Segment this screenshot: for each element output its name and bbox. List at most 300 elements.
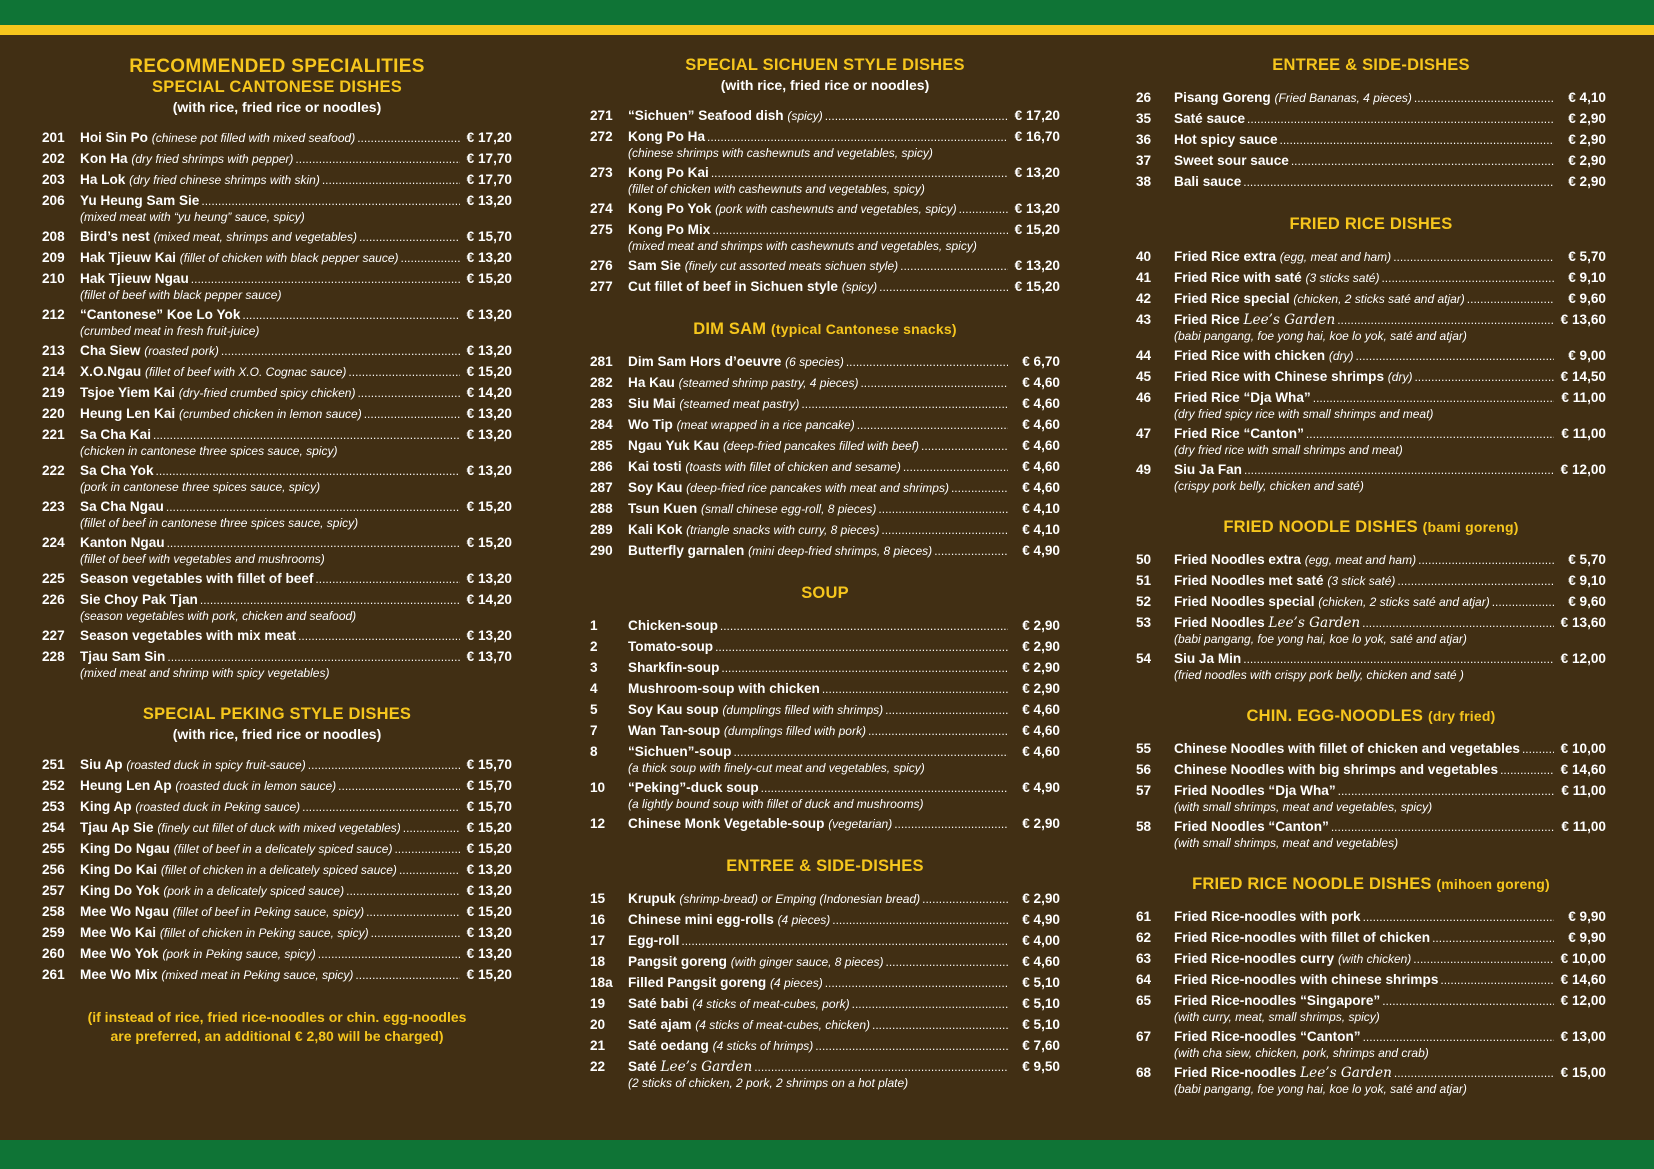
menu-item-row — [1136, 614, 1606, 632]
item-note: (chicken, 2 sticks saté and atjar) — [1293, 292, 1465, 306]
menu-item — [1136, 650, 1606, 683]
item-description: (fillet of chicken with cashewnuts and vegetables, spicy) — [628, 182, 925, 196]
item-number: 18 — [590, 954, 606, 969]
item-name: Butterfly garnalen — [628, 543, 745, 558]
menu-item — [590, 974, 1060, 992]
item-price: € 4,60 — [1022, 744, 1060, 759]
menu-item-row — [1136, 740, 1606, 758]
dot-leader — [903, 458, 1008, 476]
menu-item-row — [590, 890, 1060, 908]
item-number: 58 — [1136, 819, 1152, 834]
item-number: 226 — [42, 592, 65, 607]
dot-leader — [879, 278, 1008, 296]
item-price: € 15,70 — [466, 799, 512, 814]
dot-leader — [852, 995, 1008, 1013]
item-note: (dry fried chinese shrimps with skin) — [129, 173, 320, 187]
item-number: 283 — [590, 396, 613, 411]
menu-item — [1136, 782, 1606, 815]
item-note: (chinese pot filled with mixed seafood) — [151, 131, 356, 145]
item-number: 251 — [42, 757, 65, 772]
item-price: € 9,10 — [1568, 270, 1606, 285]
menu-item — [1136, 89, 1606, 107]
item-price: € 13,20 — [1014, 165, 1060, 180]
menu-item — [1136, 593, 1606, 611]
item-price: € 15,20 — [466, 841, 512, 856]
item-price: € 12,00 — [1560, 993, 1606, 1008]
item-number: 44 — [1136, 348, 1152, 363]
item-note: (3 sticks saté) — [1305, 271, 1380, 285]
dot-leader — [1393, 248, 1554, 266]
section-title — [590, 857, 1060, 876]
item-name: Mee Wo Ngau — [80, 904, 169, 919]
item-note: (finely cut assorted meats sichuen style) — [684, 259, 899, 273]
menu-item-row — [42, 861, 512, 879]
menu-item — [590, 1016, 1060, 1034]
menu-item-row — [42, 882, 512, 900]
menu-item-row — [1136, 950, 1606, 968]
item-description: (pork in cantonese three spices sauce, spicy) — [80, 480, 321, 494]
menu-item-row — [42, 570, 512, 588]
item-number: 219 — [42, 385, 65, 400]
item-number: 46 — [1136, 390, 1152, 405]
menu-item-row — [42, 903, 512, 921]
item-name: Krupuk — [628, 891, 676, 906]
section-title — [42, 705, 512, 724]
item-note: (toasts with fillet of chicken and sesame) — [685, 460, 901, 474]
item-name: Fried Rice-noodles “Singapore” — [1174, 993, 1381, 1008]
item-price: € 9,90 — [1568, 909, 1606, 924]
item-number: 65 — [1136, 993, 1152, 1008]
item-name: Soy Kau — [628, 480, 683, 495]
item-name: Heung Len Ap — [80, 778, 172, 793]
item-name: Tsun Kuen — [628, 501, 698, 516]
menu-item-row — [42, 756, 512, 774]
menu-item — [42, 648, 512, 681]
item-name: King Ap — [80, 799, 132, 814]
item-number: 275 — [590, 222, 613, 237]
item-note: (dumplings filled with shrimps) — [722, 703, 884, 717]
item-price: € 4,90 — [1022, 780, 1060, 795]
item-number: 288 — [590, 501, 613, 516]
menu-item-row — [1136, 593, 1606, 611]
menu-item — [42, 570, 512, 588]
item-price: € 13,20 — [466, 925, 512, 940]
item-note: (deep-fried rice pancakes with meat and shrimps) — [686, 481, 949, 495]
menu-item-row — [590, 1016, 1060, 1034]
dot-leader — [885, 953, 1008, 971]
item-description: (fried noodles with crispy pork belly, chicken and saté ) — [1174, 668, 1464, 682]
item-number: 35 — [1136, 111, 1152, 126]
dot-leader — [1382, 992, 1554, 1010]
menu-item-row — [590, 701, 1060, 719]
menu-item — [590, 416, 1060, 434]
item-name: Fried Rice “Dja Wha” — [1174, 390, 1311, 405]
menu-item-list — [1136, 740, 1606, 851]
menu-item — [590, 437, 1060, 455]
dot-leader — [951, 479, 1008, 497]
item-note: (dry) — [1328, 349, 1354, 363]
item-name: Saté sauce — [1174, 111, 1246, 126]
menu-item — [1136, 1028, 1606, 1061]
item-description: (season vegetables with pork, chicken and seafood) — [80, 609, 357, 623]
item-price: € 13,20 — [466, 406, 512, 421]
menu-section — [590, 320, 1060, 560]
item-price: € 4,60 — [1022, 954, 1060, 969]
item-price: € 9,60 — [1568, 291, 1606, 306]
menu-item — [42, 966, 512, 984]
item-number: 37 — [1136, 153, 1152, 168]
item-price: € 4,60 — [1022, 417, 1060, 432]
menu-item-row — [42, 150, 512, 168]
menu-section — [1136, 215, 1606, 494]
dot-leader — [308, 756, 460, 774]
item-price: € 15,20 — [466, 499, 512, 514]
menu-item — [42, 129, 512, 147]
menu-item — [590, 200, 1060, 218]
menu-item — [42, 342, 512, 360]
item-number: 53 — [1136, 615, 1152, 630]
item-note: (shrimp-bread) or Emping (Indonesian bread) — [679, 892, 921, 906]
item-note: (4 sticks of hrimps) — [712, 1039, 814, 1053]
menu-item — [42, 498, 512, 531]
item-number: 17 — [590, 933, 606, 948]
menu-item-list — [1136, 89, 1606, 191]
dot-leader — [881, 521, 1008, 539]
item-price: € 13,20 — [466, 883, 512, 898]
item-number: 64 — [1136, 972, 1152, 987]
item-price: € 13,20 — [466, 193, 512, 208]
dot-leader — [191, 270, 460, 288]
menu-item-row — [590, 278, 1060, 296]
menu-item — [42, 798, 512, 816]
section-title — [590, 56, 1060, 75]
menu-item-list — [1136, 248, 1606, 494]
dot-leader — [371, 924, 460, 942]
dot-leader — [707, 128, 1008, 146]
dot-leader — [922, 890, 1008, 908]
menu-section — [42, 705, 512, 984]
menu-item — [1136, 761, 1606, 779]
bottom-green-band — [0, 1140, 1654, 1169]
item-price: € 4,90 — [1022, 543, 1060, 558]
menu-item-row — [590, 257, 1060, 275]
section-title-text: SPECIAL PEKING STYLE DISHES — [142, 705, 412, 723]
item-number: 256 — [42, 862, 65, 877]
item-number: 221 — [42, 427, 65, 442]
item-name: Tjau Ap Sie — [80, 820, 154, 835]
item-name: Mee Wo Yok — [80, 946, 159, 961]
item-name: Pangsit goreng — [628, 954, 727, 969]
item-price: € 10,00 — [1560, 741, 1606, 756]
menu-item-row — [1136, 131, 1606, 149]
menu-item-row — [42, 249, 512, 267]
item-price: € 11,00 — [1561, 783, 1606, 798]
item-price: € 14,50 — [1560, 369, 1606, 384]
menu-item — [1136, 1064, 1606, 1097]
menu-item-row — [590, 458, 1060, 476]
menu-item-row — [1136, 311, 1606, 329]
section-subtitle: (with rice, fried rice or noodles) — [172, 726, 382, 742]
item-name: Fried Rice extra — [1174, 249, 1276, 264]
item-name: Bali sauce — [1174, 174, 1242, 189]
item-note: (4 sticks of meat-cubes, pork) — [692, 997, 850, 1011]
menu-section — [590, 584, 1060, 833]
item-price: € 13,20 — [466, 862, 512, 877]
dot-leader — [761, 779, 1008, 797]
item-name: Chinese Noodles with big shrimps and vegetables — [1174, 762, 1499, 777]
item-name: Mee Wo Mix — [80, 967, 158, 982]
item-price: € 2,90 — [1568, 111, 1606, 126]
menu-item — [42, 819, 512, 837]
dot-leader — [868, 722, 1008, 740]
item-name: Fried Rice with chicken — [1174, 348, 1326, 363]
item-price: € 13,20 — [466, 427, 512, 442]
section-title-text: ENTREE & SIDE-DISHES — [1272, 56, 1470, 74]
item-number: 252 — [42, 778, 65, 793]
item-number: 42 — [1136, 291, 1152, 306]
item-name: Filled Pangsit goreng — [628, 975, 767, 990]
item-note: (dry fried shrimps with pepper) — [131, 152, 294, 166]
item-description: (with curry, meat, small shrimps, spicy) — [1174, 1010, 1380, 1024]
item-note: (egg, meat and ham) — [1304, 553, 1417, 567]
footnote-line-1: (if instead of rice, fried rice-noodles or chin. egg-noodles — [87, 1009, 467, 1025]
item-name: Ha Kau — [628, 375, 675, 390]
item-note: (with chicken) — [1337, 952, 1412, 966]
menu-item-row — [42, 192, 512, 210]
item-price: € 4,60 — [1022, 702, 1060, 717]
item-name: Tjau Sam Sin — [80, 649, 166, 664]
dot-leader — [733, 743, 1008, 761]
item-price: € 15,20 — [466, 904, 512, 919]
menu-section — [590, 56, 1060, 296]
section-title — [1136, 875, 1606, 894]
dot-leader — [1331, 818, 1554, 836]
menu-item — [1136, 992, 1606, 1025]
dot-leader — [302, 798, 460, 816]
item-price: € 5,10 — [1022, 996, 1060, 1011]
menu-item-row — [590, 995, 1060, 1013]
menu-column-1 — [42, 44, 512, 1046]
dot-leader — [1414, 89, 1554, 107]
menu-item-row — [590, 128, 1060, 146]
item-number: 210 — [42, 271, 65, 286]
dot-leader — [366, 903, 460, 921]
item-name: Chicken-soup — [628, 618, 718, 633]
item-name: “Sichuen”-soup — [628, 744, 732, 759]
dot-leader — [822, 680, 1008, 698]
menu-item — [1136, 425, 1606, 458]
item-price: € 4,60 — [1022, 375, 1060, 390]
item-price: € 6,70 — [1022, 354, 1060, 369]
menu-item-row — [1136, 992, 1606, 1010]
item-price: € 9,10 — [1568, 573, 1606, 588]
item-note: (fillet of beef with X.O. Cognac sauce) — [144, 365, 347, 379]
item-description: (chinese shrimps with cashewnuts and vegetables, spicy) — [628, 146, 933, 160]
menu-item — [42, 777, 512, 795]
menu-item-row — [42, 648, 512, 666]
menu-item-row — [590, 479, 1060, 497]
menu-item-row — [590, 200, 1060, 218]
item-name: X.O.Ngau — [80, 364, 142, 379]
menu-item-row — [42, 591, 512, 609]
item-price: € 15,20 — [466, 364, 512, 379]
item-number: 26 — [1136, 90, 1152, 105]
item-number: 8 — [590, 744, 598, 759]
item-price: € 15,20 — [1014, 222, 1060, 237]
menu-item-row — [42, 924, 512, 942]
section-title — [1136, 707, 1606, 726]
menu-item-row — [1136, 908, 1606, 926]
dot-leader — [1244, 461, 1554, 479]
item-number: 62 — [1136, 930, 1152, 945]
item-price: € 4,60 — [1022, 438, 1060, 453]
dot-leader — [921, 437, 1008, 455]
menu-item-row — [42, 966, 512, 984]
item-description: (babi pangang, foe yong hai, koe lo yok, saté and atjar) — [1174, 329, 1467, 343]
menu-item-row — [1136, 368, 1606, 386]
menu-item-row — [590, 395, 1060, 413]
item-name: Wo Tip — [628, 417, 673, 432]
item-price: € 4,60 — [1022, 480, 1060, 495]
menu-item — [42, 363, 512, 381]
menu-item-row — [1136, 461, 1606, 479]
item-name: Soy Kau soup — [628, 702, 719, 717]
item-name: Mushroom-soup with chicken — [628, 681, 820, 696]
menu-item-row — [42, 840, 512, 858]
menu-section — [1136, 56, 1606, 191]
item-price: € 14,60 — [1560, 972, 1606, 987]
item-note: (steamed shrimp pastry, 4 pieces) — [678, 376, 859, 390]
menu-item-row — [42, 798, 512, 816]
item-note: (deep-fried pancakes filled with beef) — [722, 439, 920, 453]
menu-item-row — [590, 779, 1060, 797]
item-note: (vegetarian) — [828, 817, 893, 831]
item-number: 202 — [42, 151, 65, 166]
section-title — [1136, 56, 1606, 75]
item-number: 228 — [42, 649, 65, 664]
menu-item-row — [42, 945, 512, 963]
item-note: (pork with cashewnuts and vegetables, spicy) — [715, 202, 957, 216]
menu-item-row — [1136, 110, 1606, 128]
item-number: 260 — [42, 946, 65, 961]
item-number: 274 — [590, 201, 613, 216]
menu-item-row — [42, 342, 512, 360]
dot-leader — [1313, 389, 1554, 407]
dot-leader — [364, 405, 460, 423]
item-number: 68 — [1136, 1065, 1152, 1080]
dot-leader — [1381, 269, 1554, 287]
item-number: 261 — [42, 967, 65, 982]
section-title-suffix: (bami goreng) — [1422, 519, 1519, 535]
dot-leader — [322, 171, 460, 189]
dot-leader — [1306, 425, 1554, 443]
item-name: Fried Noodles — [1174, 615, 1265, 630]
item-name: King Do Ngau — [80, 841, 170, 856]
item-name: Fried Rice-noodles with chinese shrimps — [1174, 972, 1439, 987]
item-name: King Do Kai — [80, 862, 158, 877]
menu-item — [42, 192, 512, 225]
menu-section — [590, 857, 1060, 1091]
item-number: 225 — [42, 571, 65, 586]
item-name: Season vegetables with mix meat — [80, 628, 297, 643]
item-note: (pork in a delicately spiced sauce) — [163, 884, 345, 898]
menu-item — [590, 500, 1060, 518]
menu-item — [1136, 311, 1606, 344]
item-note: (small chinese egg-roll, 8 pieces) — [701, 502, 877, 516]
item-description: (babi pangang, foe yong hai, koe lo yok, saté and atjar) — [1174, 632, 1467, 646]
dot-leader — [346, 882, 460, 900]
menu-item — [590, 701, 1060, 719]
item-price: € 2,90 — [1022, 681, 1060, 696]
menu-item — [42, 150, 512, 168]
item-description: (with small shrimps, meat and vegetables) — [1174, 836, 1399, 850]
menu-item — [590, 107, 1060, 125]
item-number: 214 — [42, 364, 65, 379]
item-number: 259 — [42, 925, 65, 940]
section-title-text: DIM SAM — [693, 320, 767, 338]
menu-item-row — [42, 384, 512, 402]
section-title — [1136, 215, 1606, 234]
item-name: Yu Heung Sam Sie — [80, 193, 200, 208]
menu-item — [42, 462, 512, 495]
item-price: € 13,20 — [466, 628, 512, 643]
item-name: Fried Rice special — [1174, 291, 1290, 306]
item-number: 10 — [590, 780, 606, 795]
item-price: € 15,00 — [1560, 1065, 1606, 1080]
menu-item — [42, 384, 512, 402]
footnote-line-2: are preferred, an additional € 2,80 will be charged) — [110, 1028, 444, 1044]
menu-item — [1136, 173, 1606, 191]
menu-section — [1136, 875, 1606, 1097]
menu-item — [1136, 389, 1606, 422]
menu-item-row — [42, 777, 512, 795]
item-note: (roasted duck in Peking sauce) — [135, 800, 301, 814]
item-name: Kong Po Ha — [628, 129, 706, 144]
item-price: € 17,20 — [466, 130, 512, 145]
item-description: (mixed meat with “yu heung” sauce, spicy) — [80, 210, 305, 224]
menu-item-row — [1136, 290, 1606, 308]
menu-item — [590, 722, 1060, 740]
menu-item-row — [590, 221, 1060, 239]
menu-item — [42, 627, 512, 645]
item-number: 254 — [42, 820, 65, 835]
menu-item-row — [42, 426, 512, 444]
menu-item-list — [590, 107, 1060, 296]
menu-item-row — [590, 953, 1060, 971]
item-name: Chinese Monk Vegetable-soup — [628, 816, 825, 831]
item-price: € 13,60 — [1560, 615, 1606, 630]
item-note: (roasted pork) — [144, 344, 219, 358]
item-note: (steamed meat pastry) — [679, 397, 800, 411]
menu-item-row — [1136, 761, 1606, 779]
menu-item-row — [1136, 650, 1606, 668]
item-number: 38 — [1136, 174, 1152, 189]
item-description: (mixed meat and shrimp with spicy vegetables) — [80, 666, 330, 680]
menu-item — [42, 306, 512, 339]
item-name: Saté — [628, 1059, 657, 1074]
item-number: 12 — [590, 816, 606, 831]
item-name: Fried Rice-noodles with pork — [1174, 909, 1361, 924]
item-description: (chicken in cantonese three spices sauce, spicy) — [80, 444, 338, 458]
item-name: Saté babi — [628, 996, 689, 1011]
item-name: Kong Po Kai — [628, 165, 709, 180]
menu-item — [1136, 368, 1606, 386]
menu-item — [590, 680, 1060, 698]
item-number: 277 — [590, 279, 613, 294]
item-name: Fried Rice-noodles — [1174, 1065, 1297, 1080]
item-number: 67 — [1136, 1029, 1152, 1044]
menu-item-row — [1136, 269, 1606, 287]
